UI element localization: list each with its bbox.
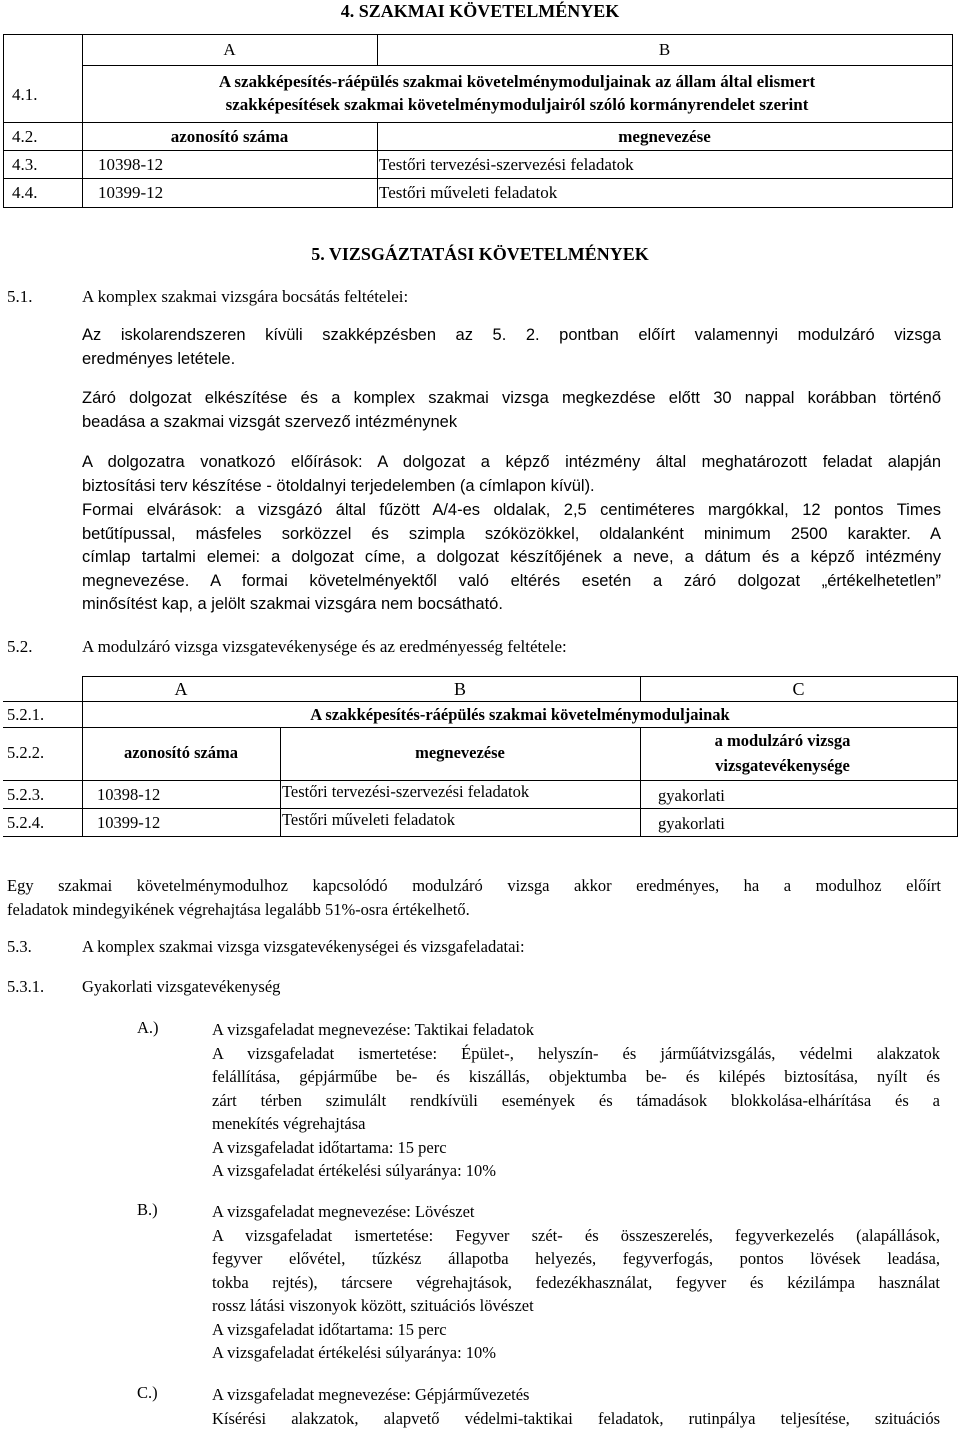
module-name: Testőri tervezési-szervezési feladatok [282,782,530,801]
table-merged-header-line1: A szakképesítés-ráépülés szakmai követelménymoduljainak az állam által elismert [218,72,816,91]
table-col-c-header: C [792,679,805,699]
exam-activity: gyakorlati [658,814,725,833]
subsection-title: Gyakorlati vizsgatevékenység [82,977,281,996]
table-header-name: megnevezése [415,743,505,762]
table-col-a-header: A [223,40,236,59]
table-row-number: 5.2.4. [7,813,45,832]
subsection-number: 5.2. [7,637,33,656]
task-label: B.) [137,1200,158,1219]
table-header-activity-line1: a modulzáró vizsga [714,731,851,750]
module-id: 10398-12 [98,155,164,174]
module-id: 10398-12 [97,785,161,804]
paragraph-thesis-rules: A dolgozatra vonatkozó előírások: A dolgozat a képző intézmény által meghatározott feladat alapján biztosítási terv készítése - ötoldalnyi terjedelemben (a címlapon kívül). [82,453,941,495]
module-id: 10399-12 [98,183,164,202]
table-row-number: 5.2.1. [7,705,45,724]
table-col-b-header: B [658,40,671,59]
subsection-title: A modulzáró vizsga vizsgatevékenysége és az eredményesség feltétele: [82,637,567,656]
task-label: A.) [137,1018,159,1037]
table-merged-header: A szakképesítés-ráépülés szakmai követelménymoduljainak [310,705,730,724]
subsection-number: 5.3. [7,937,32,956]
table-col-a-header: A [174,679,188,699]
table-col-b-header: B [453,679,466,699]
table-row-number: 4.4. [12,183,38,202]
exam-activity: gyakorlati [658,786,725,805]
table-row-number: 4.1. [12,85,38,104]
task-b-description: A vizsgafeladat megnevezése: Lövészet A vizsgafeladat ismertetése: Fegyver szét- és összeszerelés, fegyverkezelés (alapállások, fegyver elővétel, tűzkész állapotba helyezés, fegyverfogás, pontos lövések leadása, tokba rejtés), tárcsere végrehajtások, fedezékhasználat, fegyver és kézilámpa használat rossz látási viszonyok között, szituációs lövészet A vizsgafeladat időtartama: 15 perc A vizsgafeladat értékelési súlyaránya: 10% [212,1202,940,1362]
module-id: 10399-12 [97,813,161,832]
table-row-number: 4.3. [12,155,38,174]
subsection-number: 5.3.1. [7,977,45,996]
table-merged-header-line2: szakképesítések szakmai követelménymoduljairól szóló kormányrendelet szerint [225,95,809,114]
module-name: Testőri műveleti feladatok [379,183,558,202]
section-5-heading: 5. VIZSGÁZTATÁSI KÖVETELMÉNYEK [311,244,649,264]
table-row-number: 4.2. [12,127,38,146]
table-row-number: 5.2.3. [7,785,45,804]
module-name: Testőri műveleti feladatok [282,810,455,829]
section-4-heading: 4. SZAKMAI KÖVETELMÉNYEK [340,1,620,21]
paragraph-thesis: Záró dolgozat elkészítése és a komplex szakmai vizsga megkezdése előtt 30 nappal korábban történő beadása a szakmai vizsgát szervező intézménynek [82,389,941,431]
module-name: Testőri tervezési-szervezési feladatok [379,155,634,174]
table-row-number: 5.2.2. [7,743,45,762]
paragraph-formal-requirements: Formai elvárások: a vizsgázó által fűzött A/4-es oldalak, 2,5 centiméteres margókkal, 12 pontos Times betűtípussal, másfeles sorközzel és szimpla szóközökkel, oldalanként minimum 2500 karakter. A címlap tartalmi elemei: a dolgozat címe, a dolgozat készítőjének a neve, a dátum és a képző intézmény megnevezése. A formai követelményektől való eltérés esetén a záró dolgozat „értékelhetetlen” minősítést kap, a jelölt szakmai vizsgára nem bocsátható. [82,501,941,613]
table-header-name: megnevezése [618,127,711,146]
paragraph-module-result: Egy szakmai követelménymodulhoz kapcsolódó modulzáró vizsga akkor eredményes, ha a modulhoz előírt feladatok mindegyikének végrehajtása legalább 51%-osra értékelhető. [7,876,941,919]
task-c-description: A vizsgafeladat megnevezése: Gépjárművezetés Kísérési alakzatok, alapvető védelmi-taktikai feladatok, rutinpálya teljesítése, szituációs [212,1385,940,1428]
task-label: C.) [137,1383,158,1402]
table-header-id: azonosító száma [170,127,289,146]
paragraph-admission: Az iskolarendszeren kívüli szakképzésben az 5. 2. pontban előírt valamennyi modulzáró vizsga eredményes letétele. [82,326,941,368]
table-header-activity-line2: vizsgatevékenysége [715,756,850,775]
subsection-number: 5.1. [7,287,33,306]
task-a-description: A vizsgafeladat megnevezése: Taktikai feladatok A vizsgafeladat ismertetése: Épület-, helyszín- és járműátvizsgálás, védelmi alakzatok felállítása, gépjárműbe be- és kiszállás, objektumba be- és kilépés biztosítása, nyílt és zárt térben szimulált rendkívüli események és támadások blokkolása-elhárítása és a menekítés végrehajtása A vizsgafeladat időtartama: 15 perc A vizsgafeladat értékelési súlyaránya: 10% [212,1020,940,1180]
subsection-title: A komplex szakmai vizsgára bocsátás feltételei: [82,287,409,306]
table-header-id: azonosító száma [123,743,239,762]
subsection-title: A komplex szakmai vizsga vizsgatevékenységei és vizsgafeladatai: [82,937,525,956]
